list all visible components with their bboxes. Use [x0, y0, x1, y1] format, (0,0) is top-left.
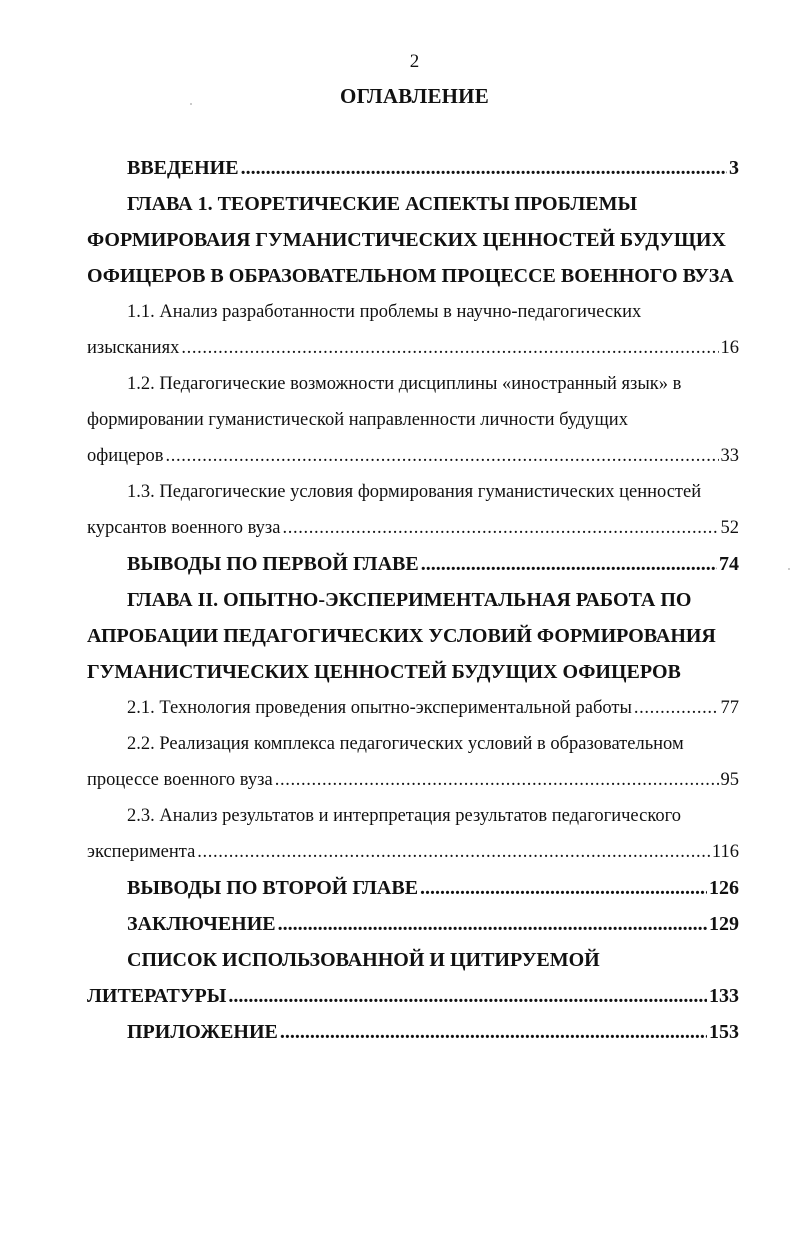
toc-entry: [87, 942, 739, 1014]
toc-page-number: 16: [720, 338, 739, 358]
dot-leader: [181, 330, 718, 366]
toc-line-text: СПИСОК ИСПОЛЬЗОВАННОЙ И ЦИТИРУЕМОЙ: [127, 949, 600, 971]
toc-line: [87, 942, 739, 978]
toc-line-text: ОФИЦЕРОВ В ОБРАЗОВАТЕЛЬНОМ ПРОЦЕССЕ ВОЕННОГО ВУЗА: [87, 265, 734, 287]
toc-entry: [87, 1014, 739, 1050]
toc-line-text: 2.1. Технология проведения опытно-экспериментальной работы: [127, 698, 632, 718]
toc-line-text: ГЛАВА 1. ТЕОРЕТИЧЕСКИЕ АСПЕКТЫ ПРОБЛЕМЫ: [127, 193, 638, 215]
toc-line: [87, 294, 739, 330]
toc-page-number: 95: [720, 770, 739, 790]
toc-entry: [87, 690, 739, 726]
toc-line: [87, 474, 739, 510]
toc-line: [87, 834, 739, 870]
toc-line-text: курсантов военного вуза: [87, 518, 281, 538]
toc-line: [87, 546, 739, 582]
toc-line: [87, 582, 739, 618]
toc-line-text: ЗАКЛЮЧЕНИЕ: [127, 913, 276, 935]
page-number: 2: [409, 51, 420, 72]
toc-line: [87, 186, 739, 222]
dot-leader: [282, 510, 718, 546]
scan-speck: [788, 568, 790, 570]
dot-leader: [420, 870, 707, 906]
dot-leader: [241, 150, 727, 186]
toc-entry: [87, 906, 739, 942]
toc-line-text: ГЛАВА II. ОПЫТНО-ЭКСПЕРИМЕНТАЛЬНАЯ РАБОТА ПО: [127, 589, 692, 611]
toc-entry: [87, 186, 739, 294]
toc-line: [87, 402, 739, 438]
toc-line-text: ПРИЛОЖЕНИЕ: [127, 1021, 278, 1043]
toc-line: [87, 330, 739, 366]
page-title: ОГЛАВЛЕНИЕ: [340, 84, 489, 108]
dot-leader: [275, 762, 719, 798]
toc-line-text: 1.2. Педагогические возможности дисциплины «иностранный язык» в: [127, 374, 682, 394]
toc-line-text: изысканиях: [87, 338, 180, 358]
toc-line: [87, 150, 739, 186]
toc-line: [87, 618, 739, 654]
toc-entry: [87, 294, 739, 366]
toc-line-text: ВЫВОДЫ ПО ВТОРОЙ ГЛАВЕ: [127, 877, 419, 899]
toc-line-text: ФОРМИРОВАИЯ ГУМАНИСТИЧЕСКИХ ЦЕННОСТЕЙ БУДУЩИХ: [87, 229, 726, 251]
toc-line: [87, 906, 739, 942]
toc-line: [87, 726, 739, 762]
table-of-contents: [87, 150, 739, 1050]
toc-entry: [87, 798, 739, 870]
toc-line-text: АПРОБАЦИИ ПЕДАГОГИЧЕСКИХ УСЛОВИЙ ФОРМИРОВАНИЯ: [87, 625, 716, 647]
toc-line: [87, 870, 739, 906]
toc-line-text: эксперимента: [87, 842, 196, 862]
toc-line: [87, 438, 739, 474]
toc-page-number: 33: [720, 446, 739, 466]
toc-entry: [87, 726, 739, 798]
toc-page-number: 126: [709, 877, 739, 899]
scan-speck: [190, 103, 192, 105]
toc-entry: [87, 366, 739, 474]
toc-page-number: 52: [720, 518, 739, 538]
toc-page-number: 74: [719, 553, 739, 575]
toc-line-text: ВЫВОДЫ ПО ПЕРВОЙ ГЛАВЕ: [127, 553, 419, 575]
dot-leader: [280, 1014, 707, 1050]
toc-page-number: 129: [709, 913, 739, 935]
dot-leader: [197, 834, 710, 870]
toc-line-text: ЛИТЕРАТУРЫ: [87, 985, 227, 1007]
toc-entry: [87, 474, 739, 546]
dot-leader: [421, 546, 717, 582]
toc-entry: [87, 546, 739, 582]
toc-line-text: 2.3. Анализ результатов и интерпретация результатов педагогического: [127, 806, 681, 826]
toc-line-text: офицеров: [87, 446, 164, 466]
dot-leader: [228, 978, 707, 1014]
toc-page-number: 133: [709, 985, 739, 1007]
toc-entry: [87, 870, 739, 906]
toc-page-number: 116: [711, 842, 739, 862]
toc-line: [87, 510, 739, 546]
toc-line: [87, 258, 739, 294]
toc-line: [87, 366, 739, 402]
toc-page-number: 77: [720, 698, 739, 718]
dot-leader: [634, 690, 719, 726]
toc-line-text: формировании гуманистической направленности личности будущих: [87, 410, 628, 430]
toc-entry: [87, 582, 739, 690]
toc-line-text: ВВЕДЕНИЕ: [127, 157, 239, 179]
toc-line-text: 1.3. Педагогические условия формирования гуманистических ценностей: [127, 482, 702, 502]
toc-line-text: 2.2. Реализация комплекса педагогических условий в образовательном: [127, 734, 684, 754]
toc-line: [87, 222, 739, 258]
toc-line: [87, 762, 739, 798]
toc-line: [87, 654, 739, 690]
toc-page-number: 153: [709, 1021, 739, 1043]
dot-leader: [278, 906, 707, 942]
toc-line: [87, 798, 739, 834]
toc-line: [87, 978, 739, 1014]
toc-line-text: 1.1. Анализ разработанности проблемы в научно-педагогических: [127, 302, 642, 322]
dot-leader: [165, 438, 718, 474]
toc-page-number: 3: [729, 157, 739, 179]
toc-line-text: ГУМАНИСТИЧЕСКИХ ЦЕННОСТЕЙ БУДУЩИХ ОФИЦЕРОВ: [87, 661, 681, 683]
toc-line: [87, 1014, 739, 1050]
toc-line-text: процессе военного вуза: [87, 770, 273, 790]
toc-entry: [87, 150, 739, 186]
toc-line: [87, 690, 739, 726]
